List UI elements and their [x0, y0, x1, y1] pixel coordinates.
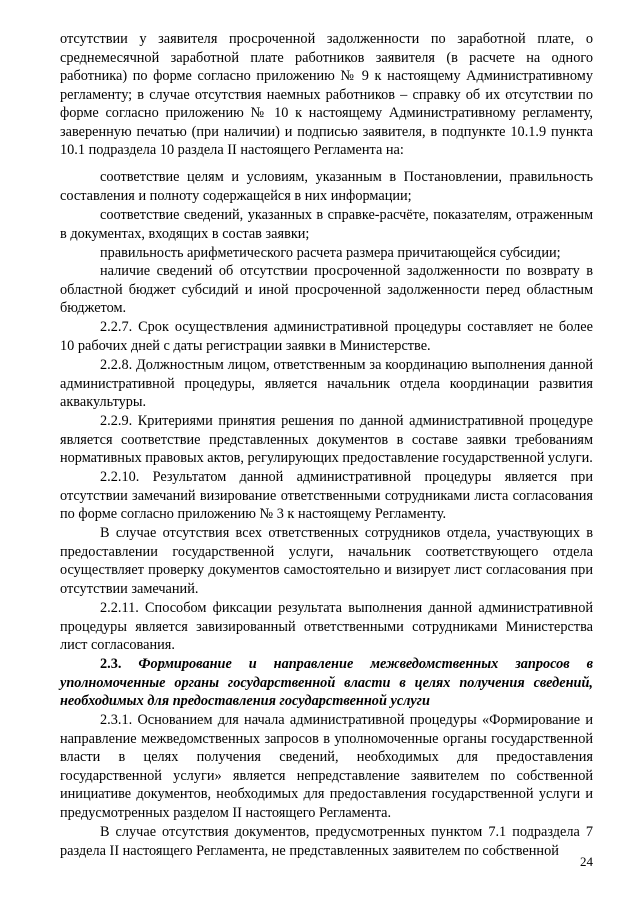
paragraph-2-2-7: 2.2.7. Срок осуществления административной процедуры составляет не более 10 рабочих дней с даты регистрации заявки в Министерстве. [60, 319, 593, 354]
paragraph-criterion-2: соответствие сведений, указанных в справке-расчёте, показателям, отраженным в документах, входящих в состав заявки; [60, 207, 593, 242]
paragraph-2-2-9: 2.2.9. Критериями принятия решения по данной административной процедуре является соответствие представленных документов в составе заявки требованиям нормативных правовых актов, регулирующих предоставление государственной услуги. [60, 413, 593, 466]
paragraph-continuation: отсутствии у заявителя просроченной задолженности по заработной плате, о среднемесячной заработной плате работников заявителя (в расчете на одного работника) по форме согласно приложению № 9 к настоящему Административному регламенту; в случае отсутствия наемных работников – справку об их отсутствии по форме согласно приложению № 10 к настоящему Административному регламенту, заверенную печатью (при наличии) и подписью заявителя, в подпункте 10.1.9 пункта 10.1 подраздела 10 раздела II настоящего Регламента на: [60, 31, 593, 158]
paragraph-documents-absence: В случае отсутствия документов, предусмотренных пунктом 7.1 подраздела 7 раздела II настоящего Регламента, не представленных заявителем по собственной [60, 824, 593, 859]
paragraph-2-2-11: 2.2.11. Способом фиксации результата выполнения данной административной процедуры является завизированный ответственными сотрудниками Министерства лист согласования. [60, 600, 593, 653]
paragraph-criterion-1: соответствие целям и условиям, указанным в Постановлении, правильность составления и полноту содержащейся в них информации; [60, 169, 593, 204]
page-number: 24 [580, 854, 593, 869]
paragraph-absence-case: В случае отсутствия всех ответственных сотрудников отдела, участвующих в предоставлении государственной услуги, начальник соответствующего отдела осуществляет проверку документов самостоятельно и визирует лист согласования при отсутствии замечаний. [60, 525, 593, 597]
section-heading-2-3 [60, 655, 593, 711]
paragraph-2-3-1: 2.3.1. Основанием для начала административной процедуры «Формирование и направление межведомственных запросов в уполномоченные органы государственной власти в целях получения сведений, необходимых для предоставления государственной услуги» является непредставление заявителем по собственной инициативе документов, необходимых для предоставления государственной услуги и предусмотренных разделом II настоящего Регламента. [60, 712, 593, 821]
section-title: Формирование и направление межведомственных запросов в уполномоченные органы государственной власти в целях получения сведений, необходимых для предоставления государственной услуги [60, 656, 594, 709]
section-number: 2.3. [100, 656, 122, 672]
paragraph-2-2-8: 2.2.8. Должностным лицом, ответственным за координацию выполнения данной административной процедуры, является начальник отдела координации развития аквакультуры. [60, 357, 593, 410]
paragraph-criterion-3: правильность арифметического расчета размера причитающейся субсидии; [100, 245, 561, 261]
paragraph-2-2-10: 2.2.10. Результатом данной административной процедуры является при отсутствии замечаний визирование ответственными сотрудниками листа согласования по форме согласно приложению № 3 к настоящему Регламенту. [60, 469, 593, 522]
paragraph-criterion-4: наличие сведений об отсутствии просроченной задолженности по возврату в областной бюджет субсидий и иной просроченной задолженности перед областным бюджетом. [60, 263, 593, 316]
